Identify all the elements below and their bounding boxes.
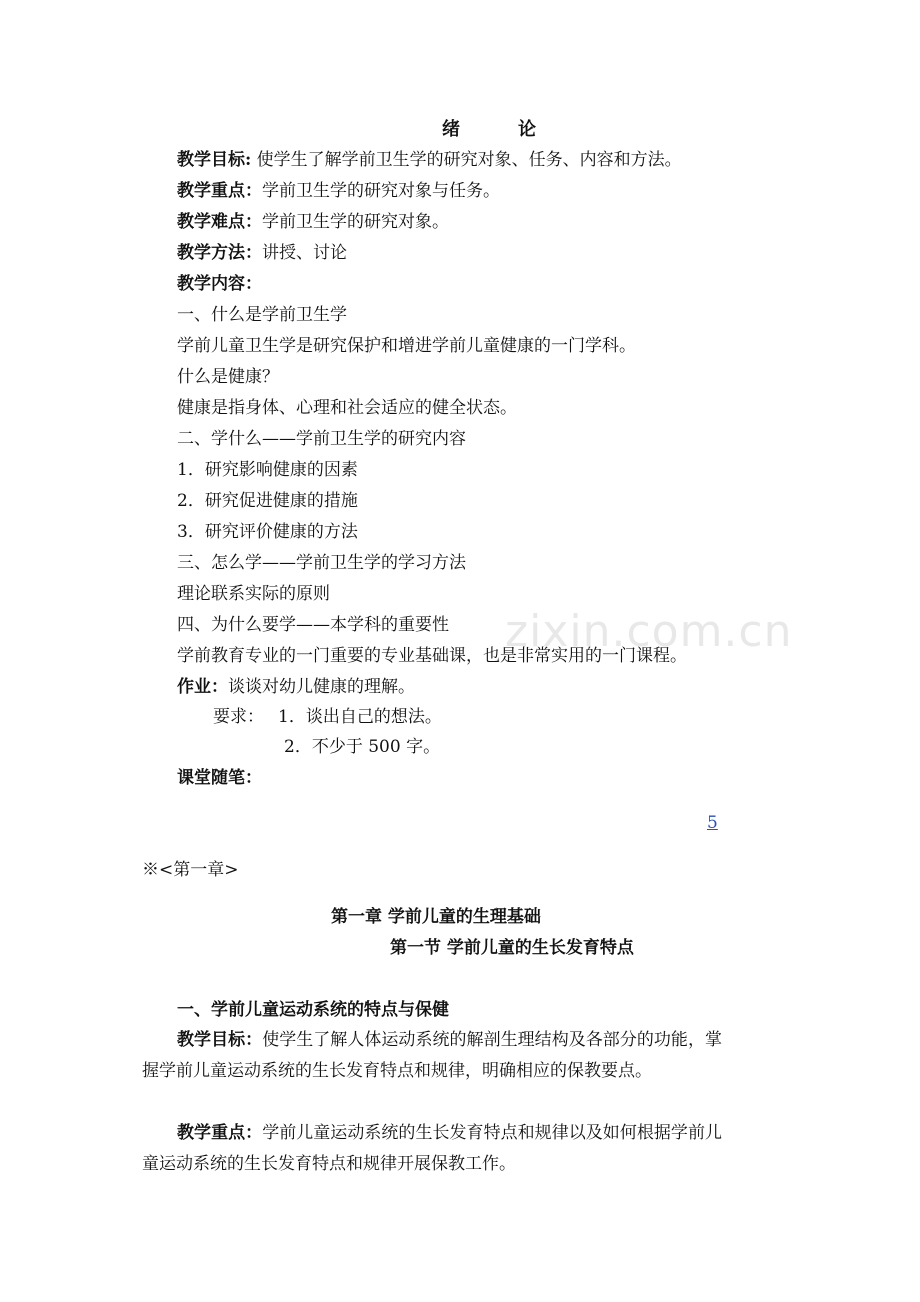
page-number-link[interactable]: 5 [707, 813, 718, 833]
homework-requirement-1: 要求： 1．谈出自己的想法。 [213, 707, 442, 727]
teaching-goal: 教学目标: 使学生了解学前卫生学的研究对象、任务、内容和方法。 [177, 150, 682, 170]
section-title: 第一节 学前儿童的生长发育特点 [390, 938, 634, 958]
teaching-content-label: 教学内容： [177, 274, 262, 294]
sub-heading: 一、学前儿童运动系统的特点与保健 [177, 1000, 449, 1020]
teaching-key-point: 教学重点：学前卫生学的研究对象与任务。 [177, 181, 500, 201]
chapter-teaching-goal: 教学目标：使学生了解人体运动系统的解剖生理结构及各部分的功能，掌握学前儿童运动系统的生长发育特点和规律，明确相应的保教要点。 [142, 1030, 722, 1081]
content-line: 学前教育专业的一门重要的专业基础课，也是非常实用的一门课程。 [177, 646, 687, 666]
homework: 作业：谈谈对幼儿健康的理解。 [177, 677, 415, 697]
chapter-title: 第一章 学前儿童的生理基础 [331, 907, 541, 927]
content-line: 理论联系实际的原则 [177, 584, 330, 604]
content-line: 学前儿童卫生学是研究保护和增进学前儿童健康的一门学科。 [177, 336, 636, 356]
homework-requirement-2: 2．不少于 500 字。 [284, 737, 441, 757]
chapter-teaching-key-point: 教学重点：学前儿童运动系统的生长发育特点和规律以及如何根据学前儿童运动系统的生长发育特点和规律开展保教工作。 [142, 1123, 722, 1174]
watermark: zixin.com.cn [505, 606, 793, 657]
content-line: 什么是健康？ [177, 367, 279, 387]
teaching-method: 教学方法：讲授、讨论 [177, 243, 347, 263]
content-line: 一、什么是学前卫生学 [177, 305, 347, 325]
content-line: 1．研究影响健康的因素 [177, 460, 358, 480]
chapter-marker: ※<第一章> [142, 860, 239, 880]
content-line: 二、学什么——学前卫生学的研究内容 [177, 429, 466, 449]
content-line: 3．研究评价健康的方法 [177, 522, 358, 542]
content-line: 三、怎么学——学前卫生学的学习方法 [177, 553, 466, 573]
content-line: 健康是指身体、心理和社会适应的健全状态。 [177, 398, 517, 418]
content-line: 2．研究促进健康的措施 [177, 491, 358, 511]
intro-title: 绪 论 [442, 119, 536, 140]
teaching-difficulty: 教学难点：学前卫生学的研究对象。 [177, 212, 449, 232]
class-notes-label: 课堂随笔： [177, 768, 262, 788]
content-line: 四、为什么要学——本学科的重要性 [177, 615, 449, 635]
